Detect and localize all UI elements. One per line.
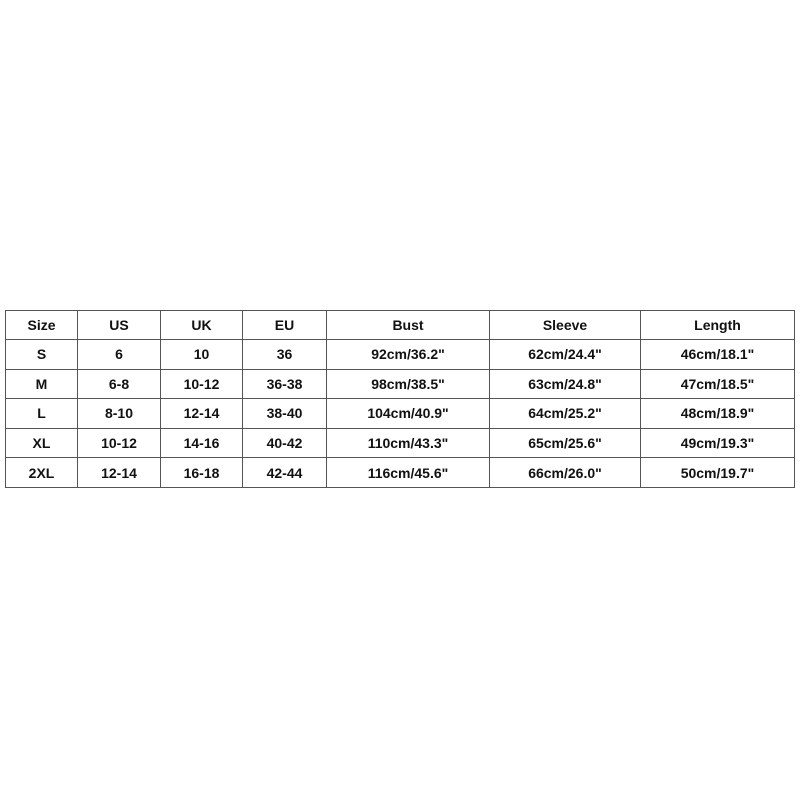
cell-us: 6 bbox=[78, 340, 161, 370]
cell-size: 2XL bbox=[6, 458, 78, 488]
cell-us: 12-14 bbox=[78, 458, 161, 488]
cell-size: XL bbox=[6, 428, 78, 458]
cell-eu: 42-44 bbox=[243, 458, 327, 488]
header-length: Length bbox=[641, 311, 795, 340]
cell-us: 6-8 bbox=[78, 369, 161, 399]
cell-uk: 16-18 bbox=[161, 458, 243, 488]
cell-us: 10-12 bbox=[78, 428, 161, 458]
cell-us: 8-10 bbox=[78, 399, 161, 429]
size-chart-table bbox=[5, 310, 795, 488]
table-row bbox=[6, 340, 795, 370]
cell-sleeve: 62cm/24.4" bbox=[490, 340, 641, 370]
cell-bust: 110cm/43.3" bbox=[327, 428, 490, 458]
table-row bbox=[6, 428, 795, 458]
cell-size: L bbox=[6, 399, 78, 429]
cell-sleeve: 63cm/24.8" bbox=[490, 369, 641, 399]
cell-eu: 36 bbox=[243, 340, 327, 370]
cell-eu: 36-38 bbox=[243, 369, 327, 399]
cell-length: 48cm/18.9" bbox=[641, 399, 795, 429]
header-size: Size bbox=[6, 311, 78, 340]
cell-size: M bbox=[6, 369, 78, 399]
cell-uk: 10-12 bbox=[161, 369, 243, 399]
cell-uk: 14-16 bbox=[161, 428, 243, 458]
header-uk: UK bbox=[161, 311, 243, 340]
cell-length: 46cm/18.1" bbox=[641, 340, 795, 370]
table-row bbox=[6, 369, 795, 399]
cell-bust: 92cm/36.2" bbox=[327, 340, 490, 370]
cell-bust: 98cm/38.5" bbox=[327, 369, 490, 399]
cell-length: 49cm/19.3" bbox=[641, 428, 795, 458]
cell-eu: 40-42 bbox=[243, 428, 327, 458]
cell-eu: 38-40 bbox=[243, 399, 327, 429]
cell-size: S bbox=[6, 340, 78, 370]
table-row bbox=[6, 458, 795, 488]
cell-bust: 104cm/40.9" bbox=[327, 399, 490, 429]
cell-sleeve: 64cm/25.2" bbox=[490, 399, 641, 429]
header-us: US bbox=[78, 311, 161, 340]
cell-bust: 116cm/45.6" bbox=[327, 458, 490, 488]
cell-uk: 10 bbox=[161, 340, 243, 370]
table-row bbox=[6, 399, 795, 429]
cell-sleeve: 66cm/26.0" bbox=[490, 458, 641, 488]
cell-sleeve: 65cm/25.6" bbox=[490, 428, 641, 458]
header-sleeve: Sleeve bbox=[490, 311, 641, 340]
header-row bbox=[6, 311, 795, 340]
header-bust: Bust bbox=[327, 311, 490, 340]
cell-uk: 12-14 bbox=[161, 399, 243, 429]
cell-length: 47cm/18.5" bbox=[641, 369, 795, 399]
cell-length: 50cm/19.7" bbox=[641, 458, 795, 488]
header-eu: EU bbox=[243, 311, 327, 340]
